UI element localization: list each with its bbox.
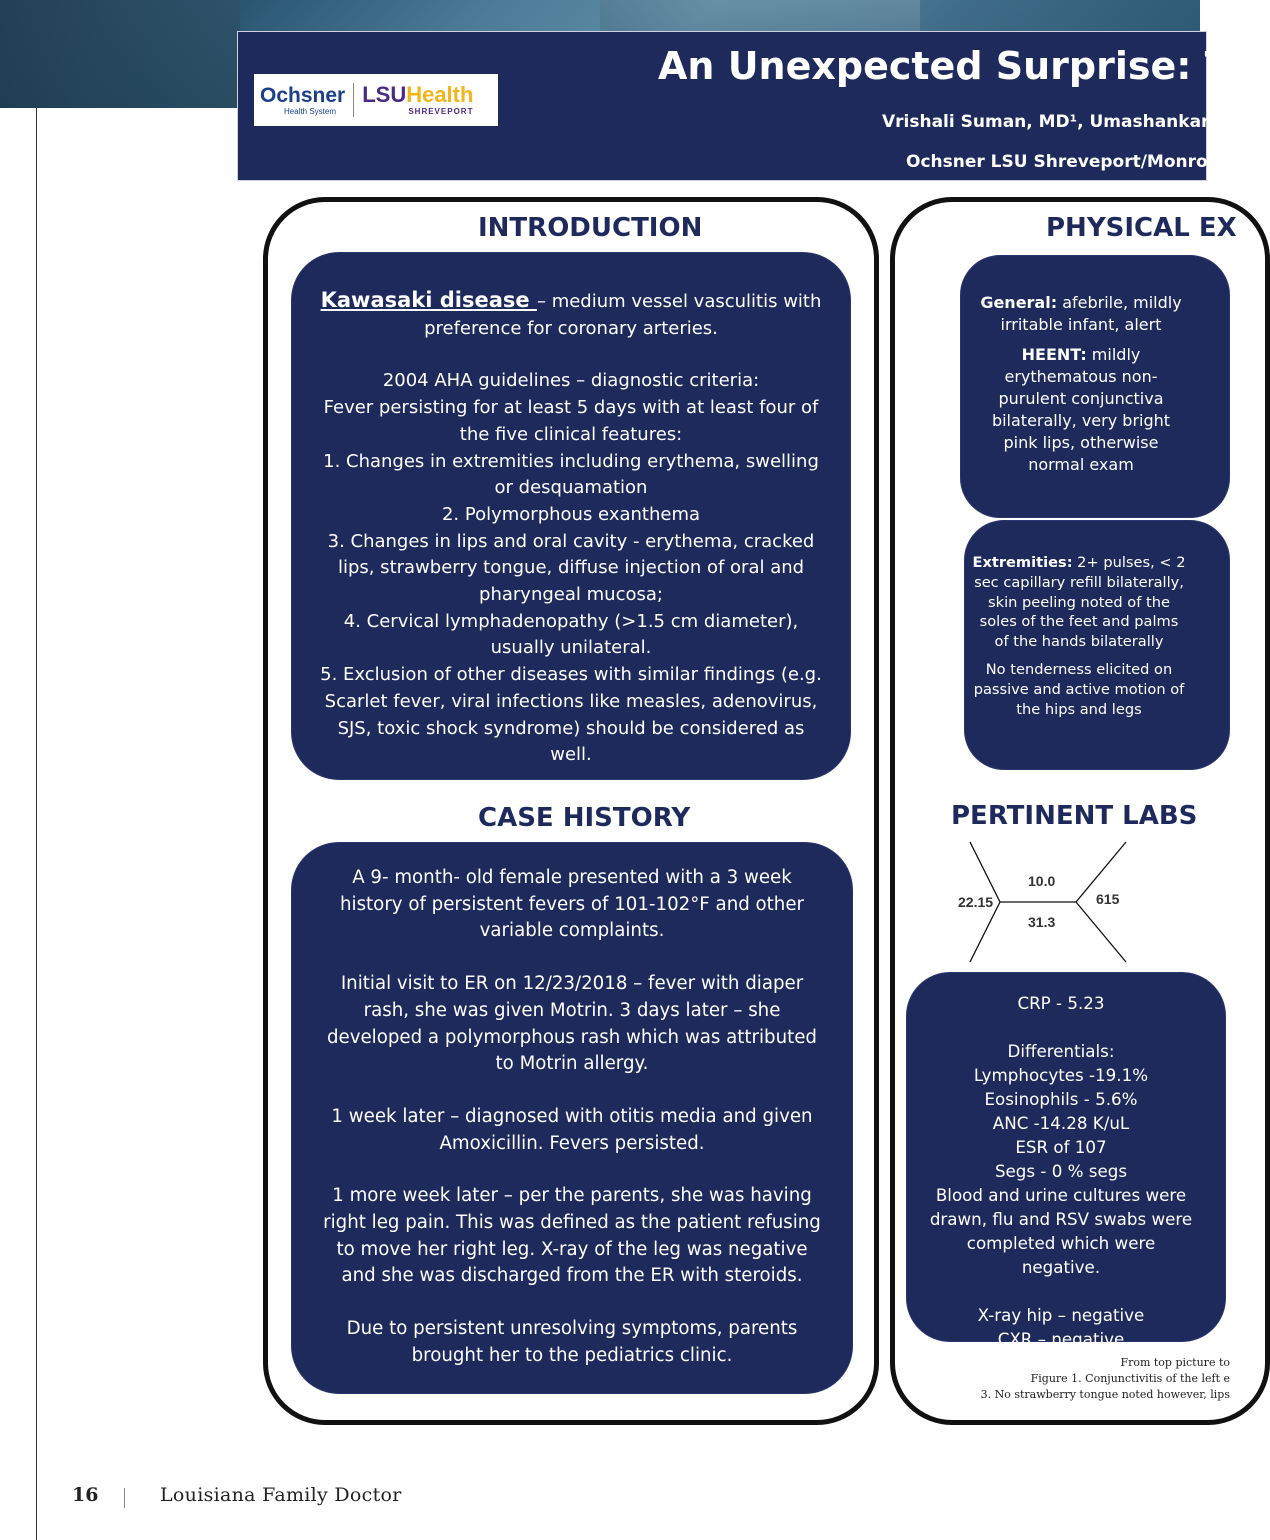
poster-authors: Vrishali Suman, MD¹, Umashankar (882, 112, 1210, 132)
criterion-3: 3. Changes in lips and oral cavity - erythema, cracked lips, strawberry tongue, diffuse injection of oral and pharyngeal mucosa; (327, 530, 815, 606)
physical-exam-heading: PHYSICAL EX (1046, 213, 1237, 243)
crp-line: CRP - 5.23 (1017, 993, 1105, 1013)
labs-card (906, 972, 1226, 1349)
lab-line: Segs - 0 % segs (994, 1161, 1128, 1181)
case-history-heading: CASE HISTORY (478, 803, 691, 833)
introduction-heading: INTRODUCTION (478, 213, 703, 243)
imaging-line: CXR – negative (997, 1329, 1125, 1349)
cbc-fishbone-diagram (950, 836, 1140, 966)
extremities-card: Extremities: 2+ pulses, < 2 sec capillary refill bilaterally, skin peeling noted of the soles of the feet and palms of the hands bilaterally No tenderness elicited on passive and active motion of the hips and legs (964, 520, 1230, 770)
page-number: 16 (72, 1484, 99, 1506)
general-heent-card: General: afebrile, mildly irritable infant, alert HEENT: mildly erythematous non-purulent conjunctiva bilaterally, very bright pink lips, otherwise normal exam (960, 255, 1230, 518)
wbc-value: 22.15 (958, 894, 994, 910)
imaging-line: X-ray hip – negative (977, 1305, 1145, 1325)
criterion-1: 1. Changes in extremities including erythema, swelling or desquamation (323, 450, 819, 499)
lab-line: Blood and urine cultures were drawn, flu and RSV swabs were completed which were negative. (929, 1185, 1193, 1277)
lab-line: ANC -14.28 K/uL (992, 1113, 1130, 1133)
kawasaki-term: Kawasaki disease (320, 288, 537, 312)
poster-header (237, 31, 1258, 181)
poster-title: An Unexpected Surprise: Th (658, 44, 1258, 88)
ochsner-logo: Ochsner Health System (260, 83, 346, 116)
case-paragraph: 1 more week later – per the parents, she was having right leg pain. This was defined as the patient refusing to move her right leg. X-ray of the leg was negative and she was discharged from the ER with steroids. (323, 1185, 821, 1287)
footer-divider (124, 1488, 125, 1508)
fever-line: Fever persisting for at least 5 days with at least four of the five clinical features: (323, 397, 819, 445)
hct-value: 31.3 (1028, 914, 1056, 930)
case-paragraph: 1 week later – diagnosed with otitis media and given Amoxicillin. Fevers persisted. (331, 1105, 813, 1154)
case-paragraph: A 9- month- old female presented with a 3 week history of persistent fevers of 101-102°F and other variable complaints. (340, 867, 804, 942)
criterion-4: 4. Cervical lymphadenopathy (>1.5 cm diameter), usually unilateral. (343, 610, 799, 659)
criterion-5: 5. Exclusion of other diseases with similar findings (e.g. Scarlet fever, viral infections like measles, adenovirus, SJS, toxic shock syndrome) should be considered as well. (320, 664, 822, 766)
case-paragraph: Initial visit to ER on 12/23/2018 – fever with diaper rash, she was given Motrin. 3 days later – she developed a polymorphous rash which was attributed to Motrin allergy. (327, 973, 817, 1075)
lab-line: ESR of 107 (1015, 1137, 1107, 1157)
case-history-card (291, 842, 853, 1394)
publication-title: Louisiana Family Doctor (160, 1484, 402, 1506)
lab-line: Lymphocytes -19.1% Eosinophils - 5.6% (973, 1065, 1149, 1109)
poster-affiliation: Ochsner LSU Shreveport/Monro (906, 152, 1208, 172)
figure-caption-line: From top picture to (1120, 1356, 1230, 1369)
institution-logos (254, 74, 498, 126)
lsu-health-logo: LSUHealth SHREVEPORT (362, 82, 474, 116)
hgb-value: 10.0 (1028, 873, 1056, 889)
page-margin-rule (36, 108, 37, 1540)
figure-caption-line: 3. No strawberry tongue noted however, lips (980, 1388, 1230, 1401)
differentials-label: Differentials: (1007, 1041, 1115, 1061)
pertinent-labs-heading: PERTINENT LABS (951, 801, 1198, 831)
plt-value: 615 (1096, 891, 1120, 907)
guidelines-line: 2004 AHA guidelines – diagnostic criteria: (382, 370, 760, 392)
criterion-2: 2. Polymorphous exanthema (441, 503, 701, 525)
introduction-card: Kawasaki disease – medium vessel vasculitis with preference for coronary arteries. 2004 AHA guidelines – diagnostic criteria: Fever persisting for at least 5 days with at least four of the five clinical features: 1. Changes in extremities including erythema, swelling or desquamation 2. Polymorphous exanthema 3. Changes in lips and oral cavity - erythema, cracked lips, strawberry tongue, diffuse injection of oral and pharyngeal mucosa; 4. Cervical lymphadenopathy (>1.5 cm diameter), usually unilateral. 5. Exclusion of other diseases with similar findings (e.g. Scarlet fever, viral infections like measles, adenovirus, SJS, toxic shock syndrome) should be considered as well. (291, 252, 851, 780)
case-paragraph: Due to persistent unresolving symptoms, parents brought her to the pediatrics clinic. (346, 1318, 798, 1366)
figure-caption-line: Figure 1. Conjunctivitis of the left e (1030, 1372, 1230, 1385)
